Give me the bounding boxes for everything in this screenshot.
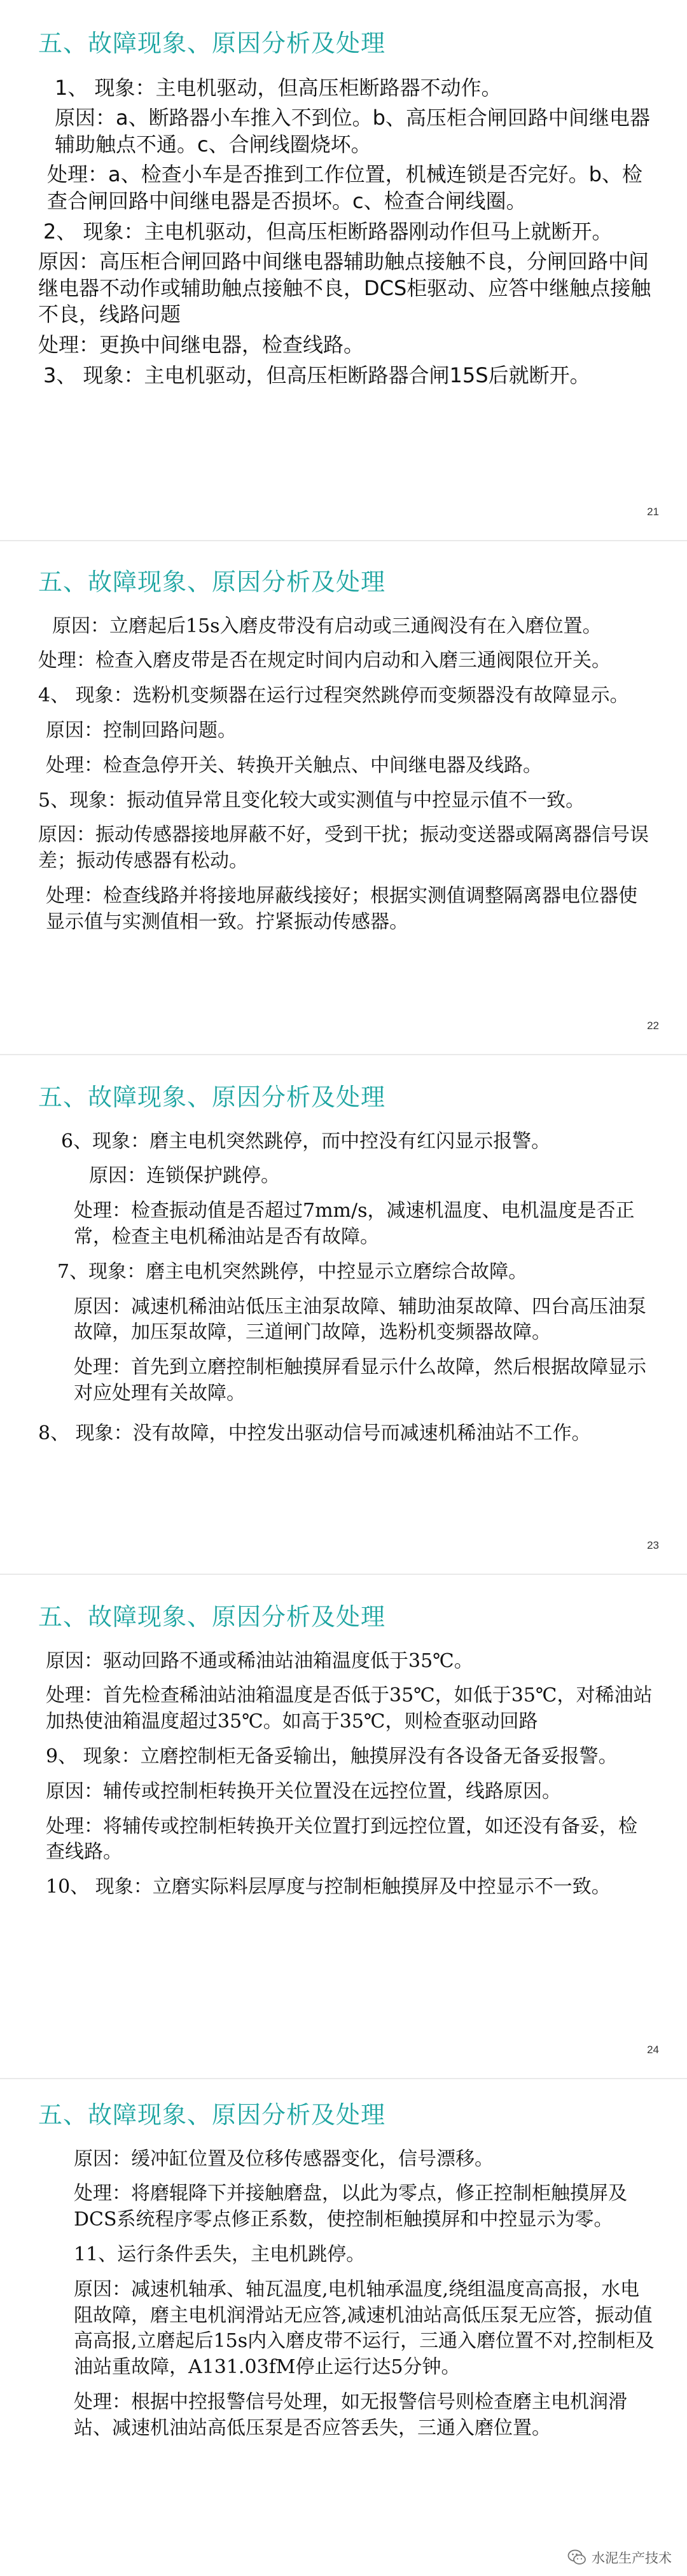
- fault-paragraph: 11、运行条件丢失，主电机跳停。: [74, 2243, 366, 2266]
- fault-paragraph: 1、 现象：主电机驱动，但高压柜断路器不动作。: [55, 75, 502, 100]
- fault-paragraph: 原因：辅传或控制柜转换开关位置没在远控位置，线路原因。: [46, 1780, 561, 1803]
- fault-paragraph: 原因：缓冲缸位置及位移传感器变化，信号漂移。: [74, 2147, 494, 2170]
- fault-paragraph: 2、 现象：主电机驱动，但高压柜断路器刚动作但马上就断开。: [43, 219, 613, 244]
- fault-paragraph: 原因：减速机轴承、轴瓦温度,电机轴承温度,绕组温度高高报，水电阻故障，磨主电机润滑站无应答,减速机油站高低压泵无应答，振动值高高报,立磨起后15s内入磨皮带不运行，三通入磨位置不对,控制柜及油站重故障，A131.03fM停止运行达5分钟。: [74, 2278, 655, 2379]
- fault-paragraph: 原因：控制回路问题。: [46, 719, 237, 742]
- fault-paragraph: 10、 现象：立磨实际料层厚度与控制柜触摸屏及中控显示不一致。: [46, 1876, 611, 1899]
- fault-paragraph: 原因：高压柜合闸回路中间继电器辅助触点接触不良，分闸回路中间继电器不动作或辅助触点接触不良，DCS柜驱动、应答中继触点接触不良，线路问题: [38, 249, 651, 327]
- fault-paragraph: 原因：振动传感器接地屏蔽不好，受到干扰；振动变送器或隔离器信号误差；振动传感器有松动。: [38, 824, 649, 873]
- slide-page-21: [0, 0, 687, 540]
- page-number: 24: [647, 2044, 659, 2056]
- fault-paragraph: 7、现象：磨主电机突然跳停，中控显示立磨综合故障。: [57, 1260, 528, 1283]
- fault-paragraph: 处理：检查急停开关、转换开关触点、中间继电器及线路。: [46, 754, 542, 777]
- fault-paragraph: 6、现象：磨主电机突然跳停，而中控没有红闪显示报警。: [61, 1130, 551, 1153]
- slide-title: 五、故障现象、原因分析及处理: [38, 1603, 386, 1631]
- fault-paragraph: 处理：首先检查稀油站油箱温度是否低于35℃，如低于35℃，对稀油站加热使油箱温度超过35℃。如高于35℃，则检查驱动回路: [46, 1684, 653, 1733]
- page-number: 23: [647, 1539, 659, 1551]
- fault-paragraph: 原因：减速机稀油站低压主油泵故障、辅助油泵故障、四台高压油泵故障，加压泵故障，三道闸门故障，选粉机变频器故障。: [74, 1295, 646, 1344]
- fault-paragraph: 处理：将辅传或控制柜转换开关位置打到远控位置，如还没有备妥，检查线路。: [46, 1815, 637, 1864]
- fault-paragraph: 处理：将磨辊降下并接触磨盘，以此为零点，修正控制柜触摸屏及DCS系统程序零点修正系数，使控制柜触摸屏和中控显示为零。: [74, 2182, 627, 2231]
- slide-page-24: [0, 1575, 687, 2078]
- fault-paragraph: 处理：检查入磨皮带是否在规定时间内启动和入磨三通阀限位开关。: [38, 649, 611, 672]
- slide-title: 五、故障现象、原因分析及处理: [38, 1083, 386, 1111]
- slide-title: 五、故障现象、原因分析及处理: [38, 29, 386, 57]
- fault-paragraph: 原因：立磨起后15s入磨皮带没有启动或三通阀没有在入磨位置。: [52, 614, 602, 637]
- wechat-icon: [567, 2549, 586, 2566]
- slide-title: 五、故障现象、原因分析及处理: [38, 568, 386, 596]
- fault-paragraph: 处理：更换中间继电器，检查线路。: [38, 332, 364, 357]
- page-number: 22: [647, 1020, 659, 1032]
- fault-paragraph: 原因：a、断路器小车推入不到位。b、高压柜合闸回路中间继电器辅助触点不通。c、合闸线圈烧坏。: [55, 106, 650, 156]
- fault-paragraph: 原因：连锁保护跳停。: [89, 1165, 280, 1188]
- fault-paragraph: 8、 现象：没有故障，中控发出驱动信号而减速机稀油站不工作。: [38, 1422, 591, 1444]
- watermark-text: 水泥生产技术: [592, 2551, 672, 2566]
- fault-paragraph: 处理：a、检查小车是否推到工作位置，机械连锁是否完好。b、检查合闸回路中间继电器是否损坏。c、检查合闸线圈。: [47, 162, 642, 213]
- slide-title: 五、故障现象、原因分析及处理: [38, 2101, 386, 2129]
- fault-paragraph: 处理：首先到立磨控制柜触摸屏看显示什么故障，然后根据故障显示对应处理有关故障。: [74, 1356, 646, 1404]
- slide-page-22: [0, 541, 687, 1054]
- fault-paragraph: 处理：根据中控报警信号处理，如无报警信号则检查磨主电机润滑站、减速机油站高低压泵是否应答丢失，三通入磨位置。: [74, 2390, 627, 2439]
- fault-paragraph: 5、现象：振动值异常且变化较大或实测值与中控显示值不一致。: [38, 789, 585, 812]
- slide-page-25: [0, 2079, 687, 2576]
- fault-paragraph: 处理：检查线路并将接地屏蔽线接好；根据实测值调整隔离器电位器使显示值与实测值相一致。拧紧振动传感器。: [46, 884, 637, 933]
- slide-page-23: [0, 1055, 687, 1574]
- page-number: 21: [647, 506, 659, 518]
- fault-paragraph: 4、 现象：选粉机变频器在运行过程突然跳停而变频器没有故障显示。: [38, 684, 629, 707]
- fault-paragraph: 原因：驱动回路不通或稀油站油箱温度低于35℃。: [46, 1649, 473, 1672]
- watermark: [567, 2548, 672, 2567]
- fault-paragraph: 处理：检查振动值是否超过7mm/s，减速机温度、电机温度是否正常，检查主电机稀油站是否有故障。: [74, 1200, 635, 1248]
- fault-paragraph: 3、 现象：主电机驱动，但高压柜断路器合闸15S后就断开。: [43, 363, 590, 387]
- fault-paragraph: 9、 现象：立磨控制柜无备妥输出，触摸屏没有各设备无备妥报警。: [46, 1745, 618, 1768]
